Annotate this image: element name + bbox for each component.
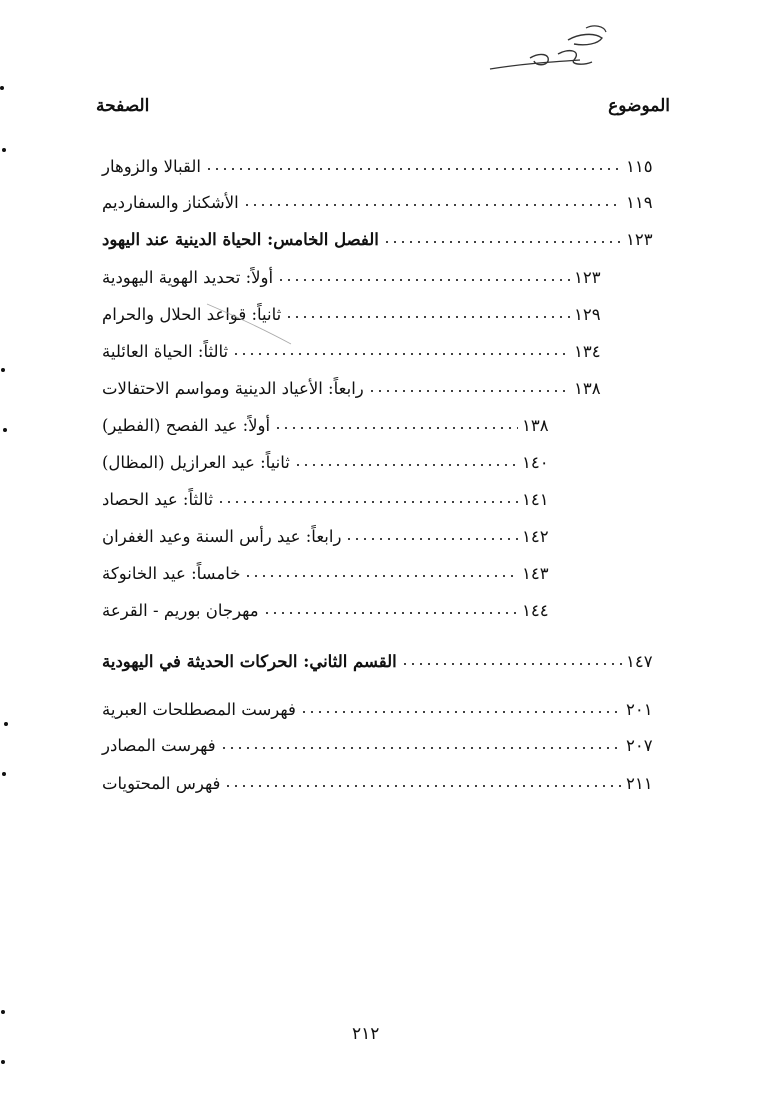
dot-leader [232,353,570,355]
toc-entry-title: القسم الثاني: الحركات الحديثة في اليهودية [102,651,397,671]
toc-entry-page: ١٤٠ [522,452,549,472]
toc-entry-page: ١٣٤ [574,341,601,361]
toc-entry [96,404,566,434]
toc-entry [96,293,618,323]
dot-leader [274,427,518,429]
scan-speck [1,1010,5,1014]
page-number: ٢١٢ [352,1024,380,1044]
toc-entry-title: أولاً: عيد الفصح (الفطير) [102,415,271,435]
toc-entry [96,724,670,754]
dot-leader [224,785,622,787]
dot-leader [277,279,570,281]
toc-entry [96,589,566,619]
toc-entry-page: ١٤٣ [522,563,549,583]
dot-leader [220,747,622,749]
toc-entry [96,515,566,545]
toc-entry-title: ثانياً: قواعد الحلال والحرام [102,304,282,324]
scan-speck [2,148,6,152]
toc-entry [96,552,566,582]
toc-entry-title: الفصل الخامس: الحياة الدينية عند اليهود [102,229,379,249]
column-header-topic: الموضوع [608,96,670,116]
toc-entry-page: ١١٥ [626,156,653,176]
toc-entry-page: ٢٠٧ [626,735,653,755]
toc-entry [96,181,670,211]
pencil-mark [205,300,295,350]
dot-leader [300,711,622,713]
toc-entry [96,330,618,360]
dot-leader [244,575,518,577]
toc-entry-title: القبالا والزوهار [102,156,201,176]
dot-leader [217,501,518,503]
dot-leader [263,612,518,614]
dot-leader [243,204,622,206]
toc-entry-title: أولاً: تحديد الهوية اليهودية [102,267,274,287]
scan-speck [4,722,8,726]
scan-speck [1,368,5,372]
toc-entry-page: ١٤٧ [626,651,653,671]
toc-entry-title: رابعاً: الأعياد الدينية ومواسم الاحتفالات [102,378,364,398]
dot-leader [294,464,518,466]
toc-entry-title: ثالثاً: عيد الحصاد [102,489,214,509]
toc-entry-title: فهرس المحتويات [102,773,221,793]
scan-speck [2,772,6,776]
toc-entry-title: خامساً: عيد الخانوكة [102,563,241,583]
toc-entry-title: الأشكناز والسفارديم [102,192,239,212]
dot-leader [383,241,622,243]
toc-entry-page: ١٤٤ [522,600,549,620]
toc-entry-page: ١٣٨ [522,415,549,435]
dot-leader [401,663,622,665]
toc-entry-page: ١٤٢ [522,526,549,546]
toc-entry-page: ١٢٣ [626,229,653,249]
toc-entry-page: ١٣٨ [574,378,601,398]
toc-entry-page: ١٢٣ [574,267,601,287]
scan-speck [0,86,4,90]
scan-speck [1,1060,5,1064]
toc-entry-title: فهرست المصادر [102,735,216,755]
toc-entry [96,478,566,508]
dot-leader [368,390,570,392]
toc-entry-page: ٢١١ [626,773,653,793]
dot-leader [205,168,622,170]
toc-entry-title: مهرجان بوريم - القرعة [102,600,259,620]
toc-entry [96,688,670,718]
dot-leader [285,316,570,318]
toc-entry-title: ثالثاً: الحياة العائلية [102,341,229,361]
toc-entry-page: ١١٩ [626,192,653,212]
toc-entry-title: فهرست المصطلحات العبرية [102,699,296,719]
toc-entry [96,441,566,471]
toc-entry [96,367,618,397]
toc-entry-page: ٢٠١ [626,699,653,719]
toc-entry [96,640,670,670]
dot-leader [345,538,518,540]
column-header-page: الصفحة [96,96,150,116]
toc-entry [96,145,670,175]
toc-entry-title: رابعاً: عيد رأس السنة وعيد الغفران [102,526,342,546]
toc-entry [96,762,670,792]
toc-entry-page: ١٤١ [522,489,549,509]
scan-speck [3,428,7,432]
toc-entry-page: ١٢٩ [574,304,601,324]
handwritten-signature [470,14,630,84]
toc-entry-title: ثانياً: عيد العرازيل (المظال) [102,452,290,472]
toc-entry [96,256,618,286]
toc-entry [96,218,670,248]
